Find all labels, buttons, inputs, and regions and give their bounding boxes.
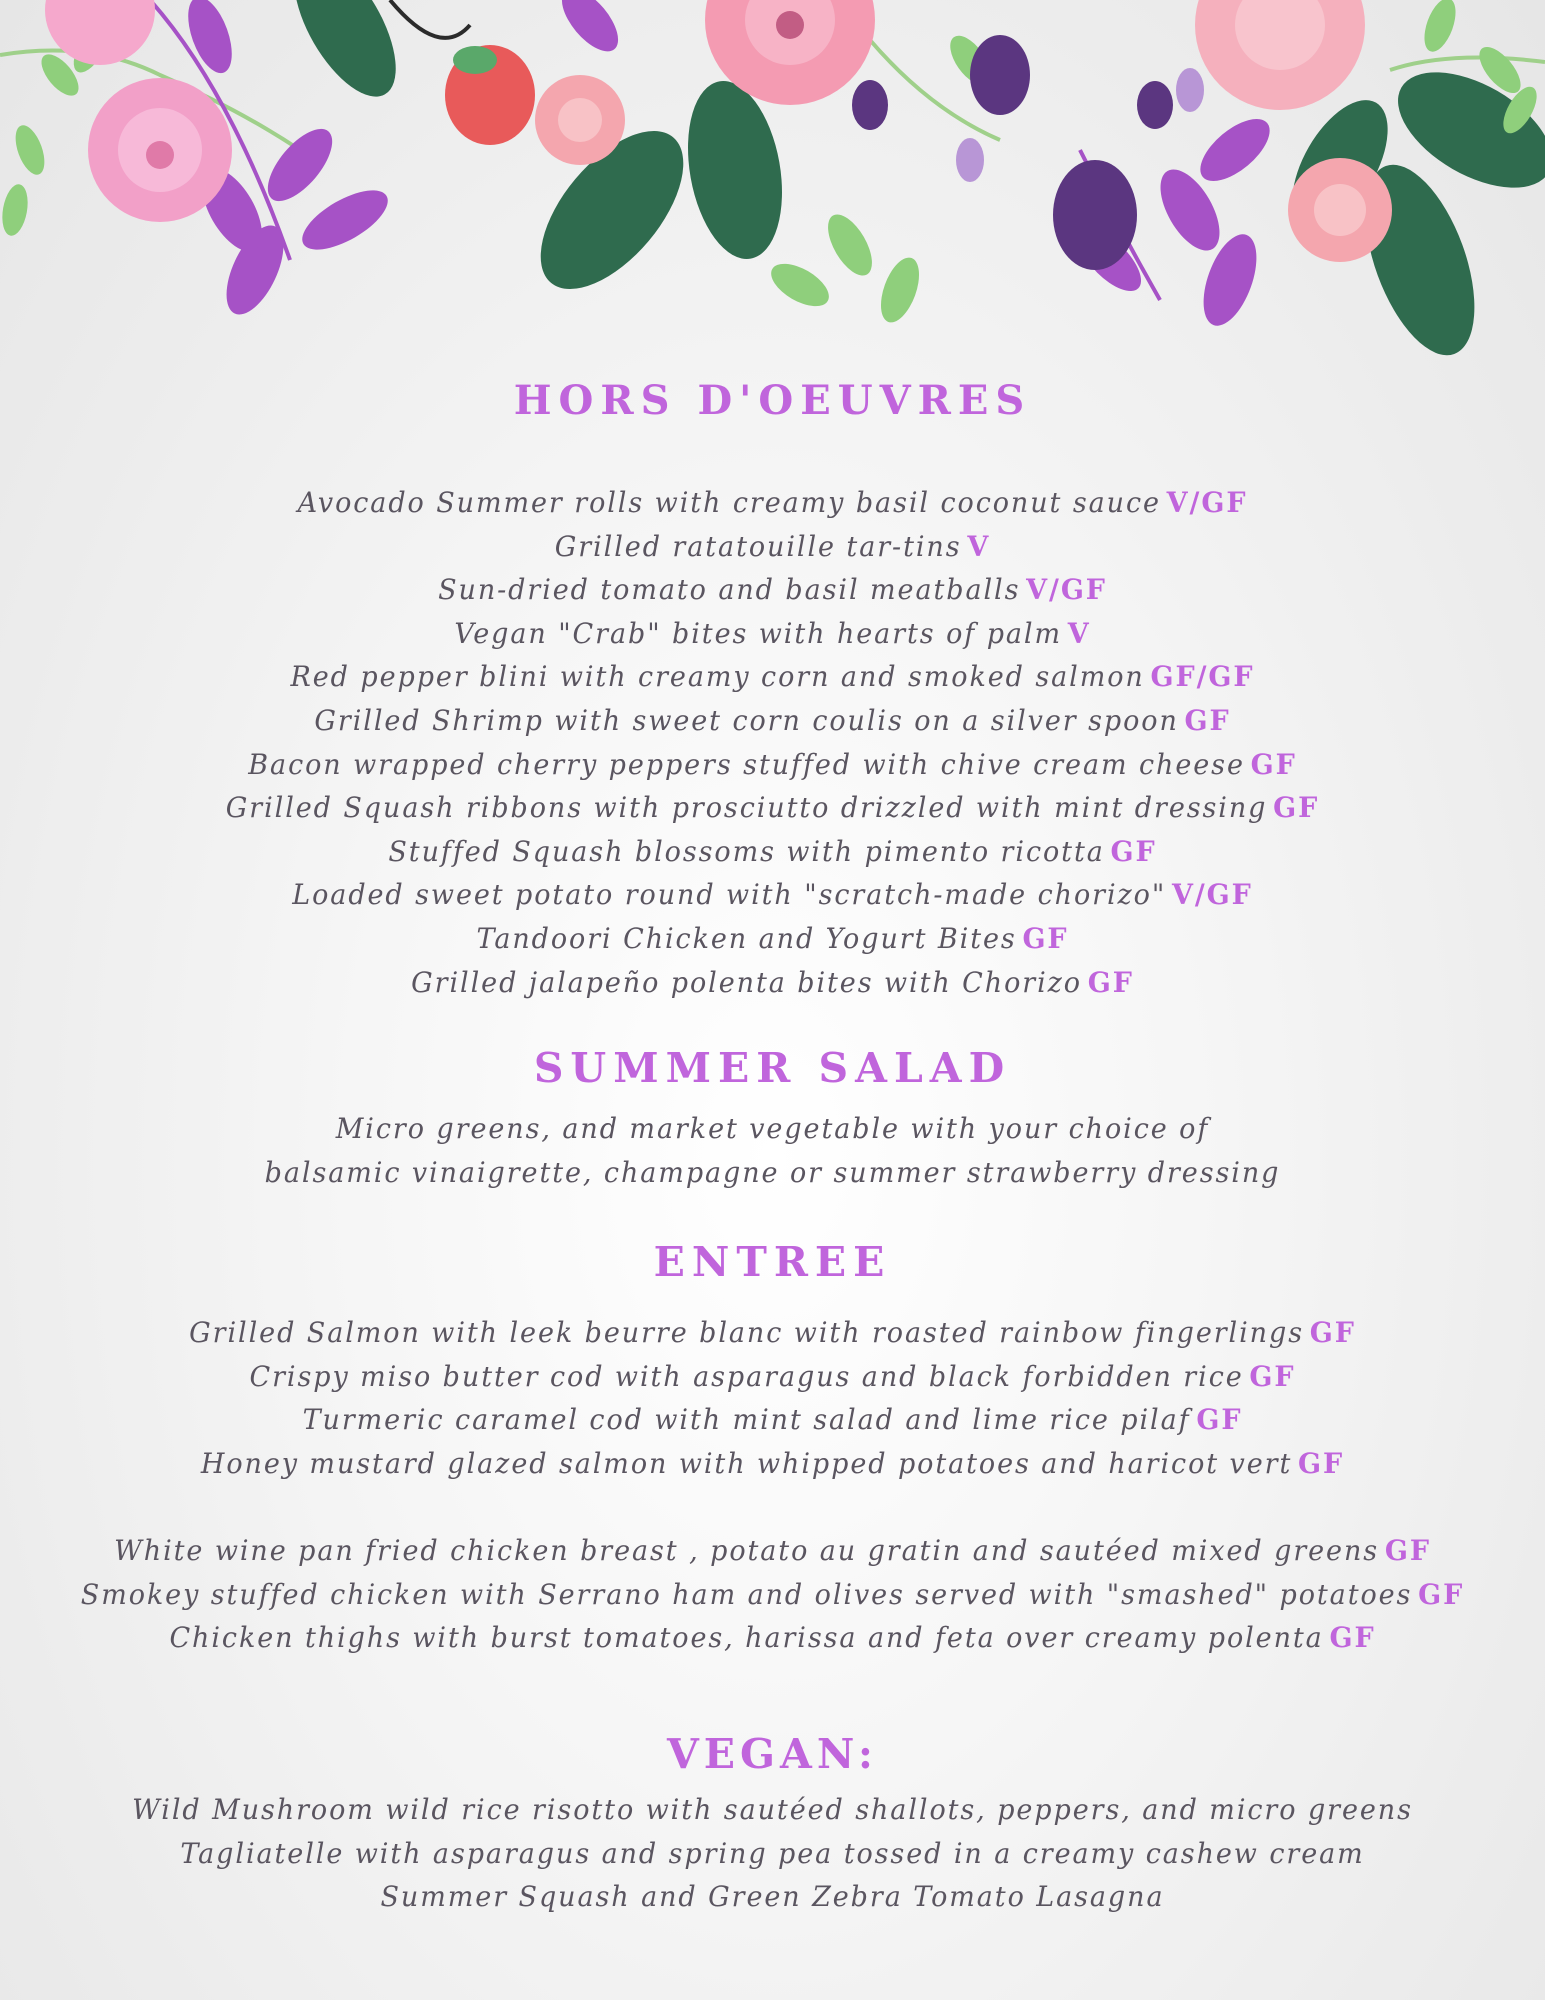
hors-doeuvres-title: HORS D'OEUVRES <box>513 377 1032 424</box>
menu-item: Grilled Salmon with leek beurre blanc with roasted rainbow fingerlings GF <box>189 1316 1356 1349</box>
menu-item: Tandoori Chicken and Yogurt Bites GF <box>476 921 1069 955</box>
dietary-tag: GF <box>1309 1316 1356 1349</box>
menu-item: Honey mustard glazed salmon with whipped potatoes and haricot vert GF <box>200 1446 1345 1480</box>
dietary-tag: GF <box>1418 1577 1465 1611</box>
entree-title: ENTREE <box>653 1238 892 1286</box>
dietary-tag: GF <box>1273 791 1320 825</box>
dietary-tag: V/GF <box>1171 878 1253 912</box>
summer-salad-title: SUMMER SALAD <box>533 1044 1012 1092</box>
menu-item: Sun-dried tomato and basil meatballs V/GF <box>438 573 1107 607</box>
menu-item: Turmeric caramel cod with mint salad and lime rice pilaf GF <box>302 1403 1243 1437</box>
menu-item: Red pepper blini with creamy corn and smoked salmon GF/GF <box>290 660 1255 694</box>
menu-item: Wild Mushroom wild rice risotto with sautéed shallots, peppers, and micro greens <box>132 1793 1413 1826</box>
menu-item: Chicken thighs with burst tomatoes, harissa and feta over creamy polenta GF <box>169 1621 1376 1655</box>
dietary-tag: GF <box>1249 1359 1296 1393</box>
dietary-tag: GF <box>1110 834 1157 868</box>
menu-item: Crispy miso butter cod with asparagus and black forbidden rice GF <box>249 1359 1296 1393</box>
dietary-tag: V/GF <box>1166 486 1248 519</box>
menu-item: Grilled ratatouille tar-tins V <box>554 529 991 563</box>
menu-item: Bacon wrapped cherry peppers stuffed with chive cream cheese GF <box>248 747 1297 781</box>
menu-item: Grilled jalapeño polenta bites with Chorizo GF <box>411 965 1134 999</box>
dietary-tag: GF <box>1196 1403 1243 1437</box>
menu-item: Tagliatelle with asparagus and spring pea tossed in a creamy cashew cream <box>180 1836 1365 1870</box>
menu-item: Grilled Shrimp with sweet corn coulis on a silver spoon GF <box>314 703 1231 737</box>
dietary-tag: GF <box>1384 1534 1431 1567</box>
dietary-tag: GF <box>1022 921 1069 955</box>
salad-line: balsamic vinaigrette, champagne or summer strawberry dressing <box>264 1155 1281 1189</box>
dietary-tag: GF <box>1250 747 1297 781</box>
dietary-tag: GF/GF <box>1150 660 1255 694</box>
dietary-tag: GF <box>1087 965 1134 999</box>
vegan-list <box>0 1788 1545 1919</box>
menu-item: Stuffed Squash blossoms with pimento ricotta GF <box>388 834 1157 868</box>
entree-chicken-list <box>0 1529 1545 1660</box>
dietary-tag: V/GF <box>1026 573 1107 607</box>
hors-doeuvres-list <box>0 481 1545 1004</box>
dietary-tag: GF <box>1329 1621 1376 1655</box>
menu-item: Avocado Summer rolls with creamy basil coconut sauce V/GF <box>297 486 1248 519</box>
summer-salad-description <box>0 1107 1545 1194</box>
menu-item: Summer Squash and Green Zebra Tomato Lasagna <box>380 1880 1165 1914</box>
menu-item: Grilled Squash ribbons with prosciutto drizzled with mint dressing GF <box>225 791 1320 825</box>
entree-fish-list <box>0 1311 1545 1485</box>
dietary-tag: GF <box>1298 1446 1345 1480</box>
vegan-title: VEGAN: <box>666 1730 879 1778</box>
menu-item: Vegan "Crab" bites with hearts of palm V <box>454 616 1091 650</box>
menu-item: Smokey stuffed chicken with Serrano ham and olives served with "smashed" potatoes GF <box>80 1577 1465 1611</box>
menu-item: Loaded sweet potato round with "scratch-made chorizo" V/GF <box>292 878 1253 912</box>
dietary-tag: V <box>1067 616 1091 650</box>
salad-line: Micro greens, and market vegetable with your choice of <box>335 1112 1210 1145</box>
menu-item: White wine pan fried chicken breast , potato au gratin and sautéed mixed greens GF <box>114 1534 1431 1567</box>
dietary-tag: V <box>967 529 991 563</box>
dietary-tag: GF <box>1184 703 1231 737</box>
